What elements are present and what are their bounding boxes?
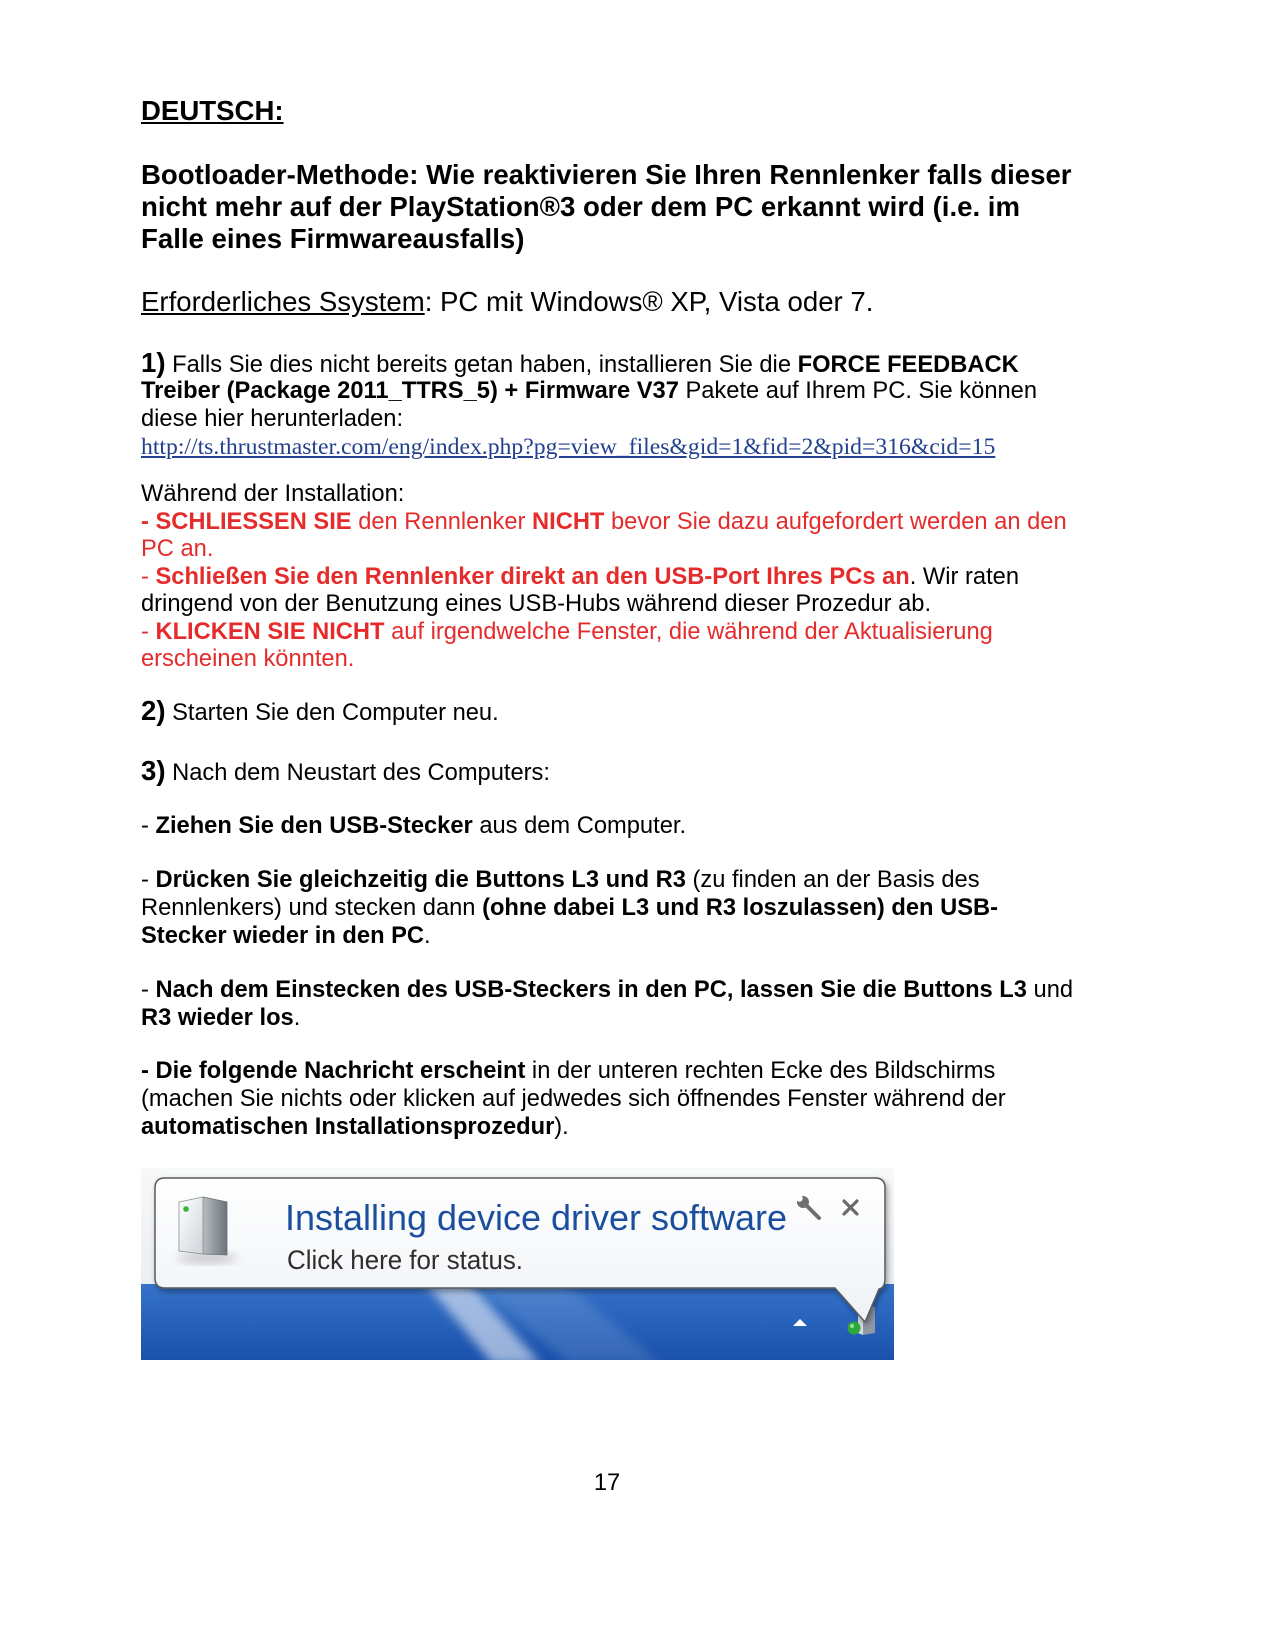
page-title-line-2: nicht mehr auf der PlayStation®3 oder dem PC erkannt wird (i.e. im <box>141 191 1020 222</box>
bullet-text: . <box>293 1005 301 1031</box>
bullet-bold: automatischen Installationsprozedur <box>141 1114 555 1140</box>
system-requirements <box>141 286 873 318</box>
bullet-dash: - <box>141 867 156 893</box>
warning-1-line-2: PC an. <box>141 536 214 562</box>
installation-intro: Während der Installation: <box>141 481 405 507</box>
warning-text: bevor Sie dazu aufgefordert werden an den <box>604 509 1067 535</box>
warning-1-line-1 <box>141 508 1067 536</box>
step-1-line-2 <box>141 377 1037 405</box>
bullet-release-line-2 <box>141 1004 300 1032</box>
warning-bold: NICHT <box>532 509 605 535</box>
requirements-value: : PC mit Windows® XP, Vista oder 7. <box>424 286 874 317</box>
bullet-press-line-1 <box>141 866 980 894</box>
warning-text: den Rennlenker <box>351 509 533 535</box>
bullet-text: . <box>424 923 431 949</box>
bullet-bold: Drücken Sie gleichzeitig die Buttons L3 und R3 <box>155 867 686 893</box>
bullet-bold: Nach dem Einstecken des USB-Steckers in den PC, lassen Sie die Buttons L3 <box>155 977 1027 1003</box>
step-3 <box>141 757 550 787</box>
step-1-number: 1) <box>141 347 166 378</box>
step-1-text: Pakete auf Ihrem PC. Sie können <box>678 378 1038 404</box>
bullet-release-line-1 <box>141 976 1073 1004</box>
warning-2-line-1 <box>141 563 1019 591</box>
warning-2-text: . Wir raten <box>909 564 1019 590</box>
bullet-text: ). <box>554 1114 569 1140</box>
bullet-text: in der unteren rechten Ecke des Bildschirms <box>525 1058 996 1084</box>
page-number: 17 <box>593 1470 621 1496</box>
step-1-text: Falls Sie dies nicht bereits getan haben, installieren Sie die <box>165 352 798 378</box>
bullet-text: und <box>1026 977 1074 1003</box>
bullet-text: aus dem Computer. <box>472 813 687 839</box>
warning-text: auf irgendwelche Fenster, die während der Aktualisierung <box>384 619 993 645</box>
page-title-line-3: Falle eines Firmwareausfalls) <box>141 223 525 254</box>
bullet-dash: - <box>141 977 156 1003</box>
bullet-bold: R3 wieder los <box>141 1005 294 1031</box>
notification-screenshot <box>141 1168 894 1360</box>
bullet-unplug <box>141 812 686 840</box>
step-1-line-1 <box>141 349 1019 379</box>
warning-3-line-2: erscheinen könnten. <box>141 646 355 672</box>
step-3-text: Nach dem Neustart des Computers: <box>165 760 550 786</box>
notification-subtitle: Click here for status. <box>287 1245 523 1275</box>
warning-dash: - <box>141 564 156 590</box>
page-title-line-1: Bootloader-Methode: Wie reaktivieren Sie Ihren Rennlenker falls dieser <box>141 159 1072 190</box>
warning-bold: Schließen Sie den Rennlenker direkt an den USB-Port Ihres PCs an <box>155 564 910 590</box>
warning-3-line-1 <box>141 618 993 646</box>
warning-bold: KLICKEN SIE NICHT <box>155 619 385 645</box>
step-3-number: 3) <box>141 755 166 786</box>
warning-dash: - <box>141 619 156 645</box>
language-heading: DEUTSCH: <box>141 95 284 126</box>
bullet-text: (zu finden an der Basis des <box>685 867 980 893</box>
download-link-line <box>141 433 995 461</box>
bullet-message-line-1 <box>141 1057 995 1085</box>
bullet-bold: (ohne dabei L3 und R3 loszulassen) den USB- <box>482 895 998 921</box>
bullet-bold: - Die folgende Nachricht erscheint <box>141 1058 526 1084</box>
bullet-press-line-2 <box>141 894 998 922</box>
requirements-label: Erforderliches Ssystem <box>141 286 425 317</box>
step-2-number: 2) <box>141 695 166 726</box>
driver-name-bold: FORCE FEEDBACK <box>797 352 1019 378</box>
bullet-bold: Stecker wieder in den PC <box>141 923 425 949</box>
warning-bold: - SCHLIESSEN SIE <box>141 509 352 535</box>
step-2-text: Starten Sie den Computer neu. <box>165 700 499 726</box>
step-2 <box>141 697 499 727</box>
bullet-text: Rennlenkers) und stecken dann <box>141 895 483 921</box>
bullet-message-line-2: (machen Sie nichts oder klicken auf jedwedes sich öffnendes Fenster während der <box>141 1086 1006 1112</box>
step-1-line-3: diese hier herunterladen: <box>141 406 404 432</box>
notification-title: Installing device driver software <box>285 1197 787 1238</box>
bullet-bold: Ziehen Sie den USB-Stecker <box>155 813 473 839</box>
bullet-press-line-3 <box>141 922 431 950</box>
bullet-message-line-3 <box>141 1113 569 1141</box>
download-link[interactable]: http://ts.thrustmaster.com/eng/index.php?pg=view_files&gid=1&fid=2&pid=316&cid=15 <box>141 434 996 460</box>
bullet-dash: - <box>141 813 156 839</box>
warning-2-line-2: dringend von der Benutzung eines USB-Hubs während dieser Prozedur ab. <box>141 591 932 617</box>
package-name-bold: Treiber (Package 2011_TTRS_5) + Firmware V37 <box>141 378 679 404</box>
